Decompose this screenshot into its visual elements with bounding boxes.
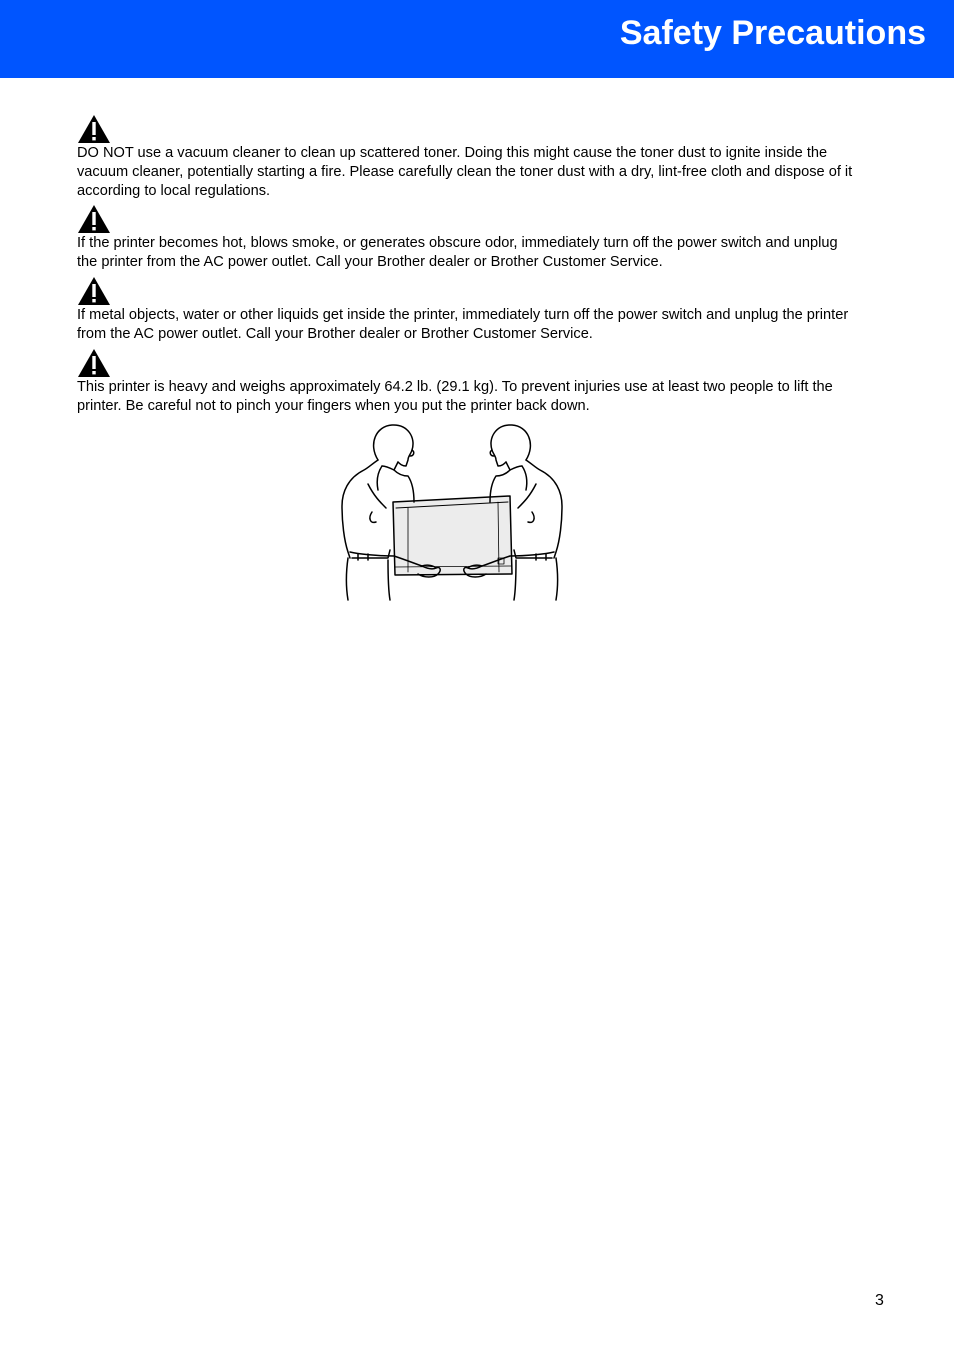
warning-triangle-icon xyxy=(77,276,111,306)
page-number: 3 xyxy=(875,1292,884,1309)
warning-block xyxy=(77,276,857,348)
warning-text: DO NOT use a vacuum cleaner to clean up scattered toner. Doing this might cause the toner dust to ignite inside the vacuum cleaner, potentially starting a fire. Please carefully clean the toner dust with a dry, lint-free cloth and dispose of it according to local regulations. xyxy=(77,145,853,199)
warning-block xyxy=(77,204,857,276)
content xyxy=(77,114,857,416)
page-title: Safety Precautions xyxy=(619,14,926,52)
warning-block xyxy=(77,348,857,416)
warning-text: If the printer becomes hot, blows smoke, or generates obscure odor, immediately turn off the power switch and unplug the printer from the AC power outlet. Call your Brother dealer or Brother Customer Service. xyxy=(77,235,838,270)
warning-triangle-icon xyxy=(77,348,111,378)
two-people-lifting-printer-illustration xyxy=(338,422,566,602)
printer-shape xyxy=(393,496,512,575)
warning-text: This printer is heavy and weighs approximately 64.2 lb. (29.1 kg). To prevent injuries use at least two people to lift the printer. Be careful not to pinch your fingers when you put the printer back down. xyxy=(77,379,833,414)
warning-text: If metal objects, water or other liquids get inside the printer, immediately turn off the power switch and unplug the printer from the AC power outlet. Call your Brother dealer or Brother Customer Service. xyxy=(77,307,849,342)
warning-triangle-icon xyxy=(77,204,111,234)
header-bar xyxy=(0,0,954,78)
warning-block xyxy=(77,114,857,204)
warning-triangle-icon xyxy=(77,114,111,144)
